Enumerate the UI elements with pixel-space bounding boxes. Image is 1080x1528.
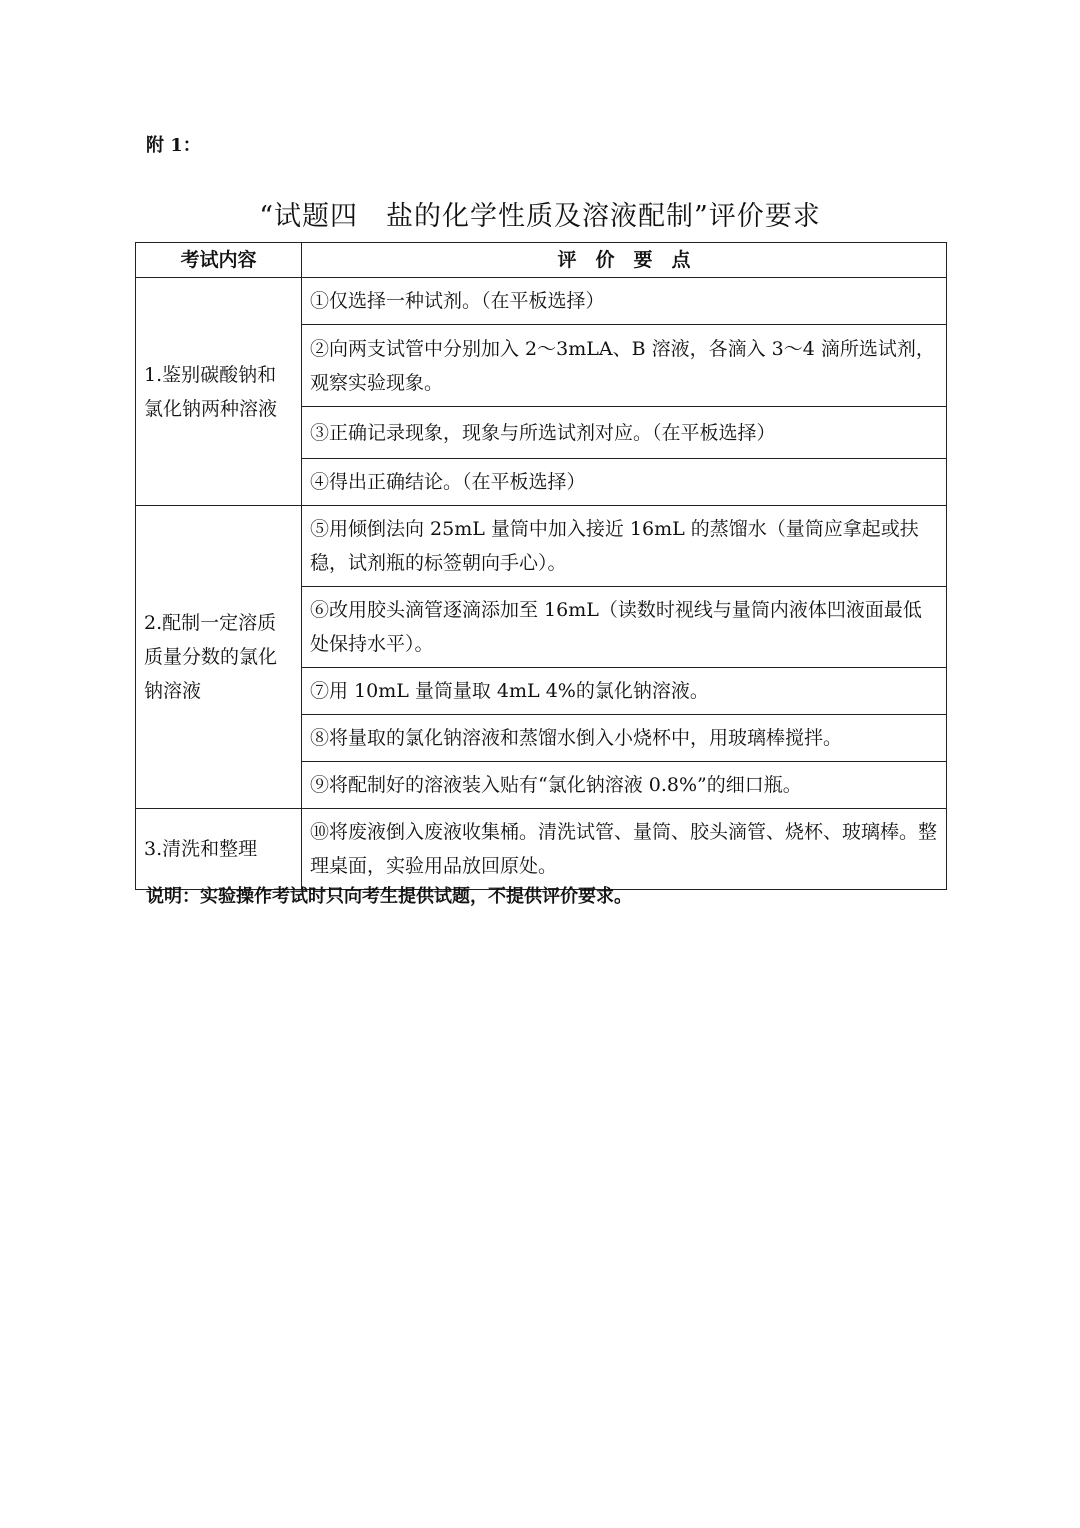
evaluation-table	[135, 242, 947, 890]
evaluation-item: ⑧将量取的氯化钠溶液和蒸馏水倒入小烧杯中，用玻璃棒搅拌。	[302, 715, 947, 762]
evaluation-item: ⑨将配制好的溶液装入贴有“氯化钠溶液 0.8%”的细口瓶。	[302, 762, 947, 809]
header-evaluation-points: 评 价 要 点	[302, 243, 947, 278]
evaluation-item: ⑩将废液倒入废液收集桶。清洗试管、量筒、胶头滴管、烧杯、玻璃棒。整理桌面，实验用品放回原处。	[302, 809, 947, 890]
evaluation-item: ⑤用倾倒法向 25mL 量筒中加入接近 16mL 的蒸馏水（量筒应拿起或扶稳，试剂瓶的标签朝向手心）。	[302, 506, 947, 587]
appendix-label: 附 1：	[146, 135, 201, 156]
table-row	[136, 278, 947, 325]
table-header-row	[136, 243, 947, 278]
category-cell: 2.配制一定溶质质量分数的氯化钠溶液	[136, 506, 302, 809]
evaluation-item: ⑦用 10mL 量筒量取 4mL 4%的氯化钠溶液。	[302, 668, 947, 715]
evaluation-item: ④得出正确结论。（在平板选择）	[302, 459, 947, 506]
table-row	[136, 809, 947, 890]
evaluation-item: ③正确记录现象，现象与所选试剂对应。（在平板选择）	[302, 407, 947, 459]
category-cell: 1.鉴别碳酸钠和氯化钠两种溶液	[136, 278, 302, 506]
footnote: 说明：实验操作考试时只向考生提供试题，不提供评价要求。	[146, 886, 632, 907]
evaluation-item: ⑥改用胶头滴管逐滴添加至 16mL（读数时视线与量筒内液体凹液面最低处保持水平）。	[302, 587, 947, 668]
table-row	[136, 506, 947, 587]
document-title: “试题四 盐的化学性质及溶液配制”评价要求	[259, 201, 821, 232]
evaluation-item: ②向两支试管中分别加入 2～3mLA、B 溶液，各滴入 3～4 滴所选试剂，观察实验现象。	[302, 325, 947, 407]
header-exam-content: 考试内容	[136, 243, 302, 278]
evaluation-item: ①仅选择一种试剂。（在平板选择）	[302, 278, 947, 325]
category-cell: 3.清洗和整理	[136, 809, 302, 890]
